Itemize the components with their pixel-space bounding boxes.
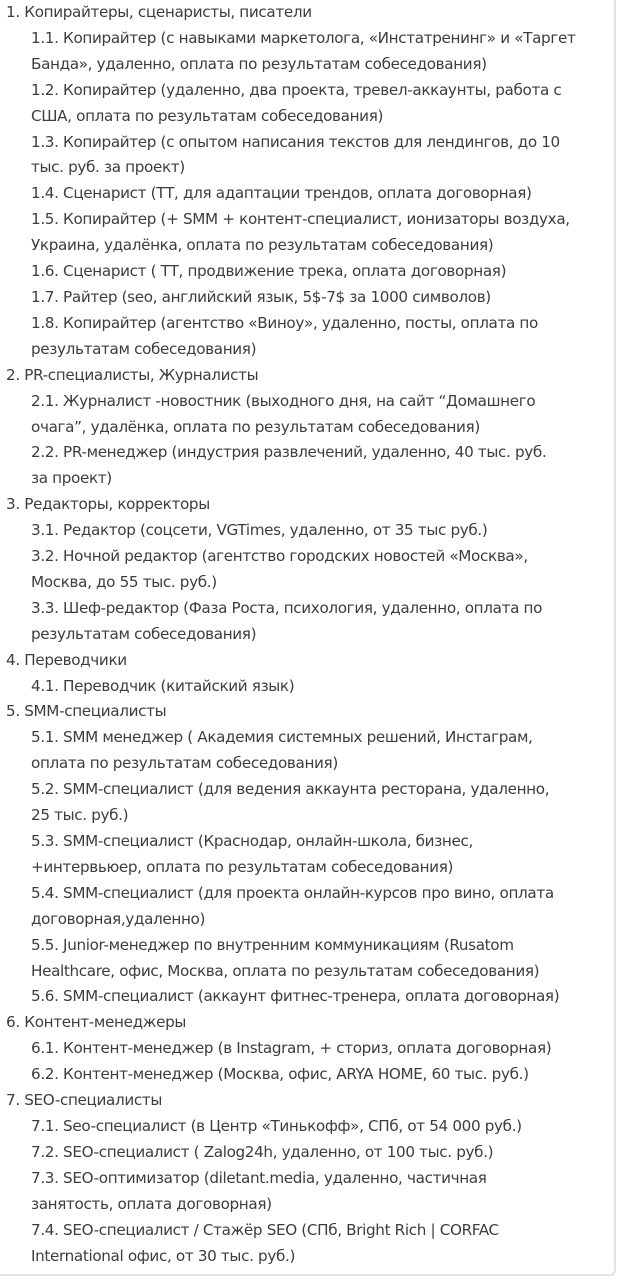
job-item [31, 1114, 610, 1140]
job-item-line: 3.2. Ночной редактор (агентство городских новостей «Москва», [31, 547, 528, 566]
job-item [31, 518, 610, 544]
job-item-line: 2.1. Журналист -новостник (выходного дня, на сайт “Домашнего [31, 391, 536, 410]
job-item-line: Банда», удаленно, оплата по результатам собеседования) [31, 54, 487, 73]
category-items [6, 1114, 610, 1269]
job-categories-list [6, 0, 610, 1269]
job-item [31, 725, 610, 777]
job-item-line: 1.5. Копирайтер (+ SMM + контент-специалист, ионизаторы воздуха, [31, 210, 570, 229]
category-title: 1. Копирайтеры, сценаристы, писатели [6, 3, 312, 21]
job-item-line: 1.6. Сценарист ( ТТ, продвижение трека, оплата договорная) [31, 262, 507, 281]
job-item-line: 1.8. Копирайтер (агентство «Виноу», удаленно, посты, оплата по [31, 313, 538, 332]
job-item [31, 881, 610, 933]
job-item-line: 3.3. Шеф-редактор (Фаза Роста, психология, удаленно, оплата по [31, 598, 543, 617]
category-editors [6, 492, 610, 647]
job-item [31, 130, 610, 182]
job-item-line: 7.4. SEO-специалист / Стажёр SEO (СПб, Bright Rich | CORFAC [31, 1220, 499, 1239]
job-item [31, 285, 610, 311]
job-item-line: договорная,удаленно) [31, 909, 206, 928]
job-item [31, 1062, 610, 1088]
category-title: 4. Переводчики [6, 650, 127, 669]
job-item [31, 544, 610, 596]
category-items [6, 518, 610, 648]
job-item-line: 5.6. SMM-специалист (аккаунт фитнес-тренера, оплата договорная) [31, 987, 560, 1006]
job-item-line: International офис, от 30 тыс. руб.) [31, 1246, 296, 1265]
job-item [31, 181, 610, 207]
job-item-line: 1.7. Райтер (seo, английский язык, 5$-7$ за 1000 символов) [31, 287, 491, 306]
job-item [31, 596, 610, 648]
job-item [31, 389, 610, 441]
job-item [31, 26, 610, 78]
job-item-line: тыс. руб. за проект) [31, 158, 185, 177]
job-item-line: 1.4. Сценарист (ТТ, для адаптации трендов, оплата договорная) [31, 184, 532, 203]
job-item-line: за проект) [31, 469, 112, 488]
job-item-line: 1.3. Копирайтер (с опытом написания текстов для лендингов, до 10 [31, 132, 560, 151]
job-item-line: 5.4. SMM-специалист (для проекта онлайн-курсов про вино, оплата [31, 883, 554, 902]
category-items [6, 389, 610, 493]
job-item-line: 5.5. Junior-менеджер по внутренним коммуникациям (Rusatom [31, 935, 514, 954]
category-title: 3. Редакторы, корректоры [6, 495, 210, 514]
category-title: 6. Контент-менеджеры [6, 1013, 187, 1032]
category-copywriters [6, 0, 610, 363]
category-items [6, 725, 610, 1010]
job-item-line: 5.1. SMM менеджер ( Академия системных решений, Инстаграм, [31, 728, 533, 747]
job-item [31, 1036, 610, 1062]
job-item-line: 6.1. Контент-менеджер (в Instagram, + сториз, оплата договорная) [31, 1039, 552, 1058]
job-item [31, 984, 610, 1010]
job-item-line: 6.2. Контент-менеджер (Москва, офис, ARYA HOME, 60 тыс. руб.) [31, 1065, 529, 1084]
job-item-line: Healthcare, офис, Москва, оплата по результатам собеседования) [31, 961, 540, 980]
job-item-line: 3.1. Редактор (соцсети, VGTimes, удаленно, от 35 тыс руб.) [31, 521, 488, 540]
job-item [31, 311, 610, 363]
job-item [31, 1140, 610, 1166]
job-item-line: 7.3. SEO-оптимизатор (diletant.media, удаленно, частичная [31, 1168, 487, 1187]
job-item-line: 7.2. SEO-специалист ( Zalog24h, удаленно, от 100 тыс. руб.) [31, 1142, 494, 1161]
job-item [31, 440, 610, 492]
job-item [31, 777, 610, 829]
job-item [31, 674, 610, 700]
category-title: 2. PR-специалисты, Журналисты [6, 365, 259, 384]
category-items [6, 1036, 610, 1088]
category-seo [6, 1088, 610, 1269]
category-items [6, 674, 610, 700]
job-item-line: 7.1. Seo-специалист (в Центр «Тинькофф», СПб, от 54 000 руб.) [31, 1116, 522, 1135]
job-item-line: 5.2. SMM-специалист (для ведения аккаунта ресторана, удаленно, [31, 780, 550, 799]
job-item-line: результатам собеседования) [31, 624, 257, 643]
job-item-line: США, оплата по результатам собеседования) [31, 106, 384, 125]
job-item-line: занятость, оплата договорная) [31, 1194, 272, 1213]
job-item-line: 25 тыс. руб.) [31, 806, 129, 825]
category-items [6, 26, 610, 363]
category-translators [6, 648, 610, 700]
job-item-line: оплата по результатам собеседования) [31, 754, 338, 773]
job-item-line: 1.1. Копирайтер (с навыками маркетолога, «Инстатренинг» и «Таргет [31, 28, 576, 47]
category-content-managers [6, 1010, 610, 1088]
job-item [31, 829, 610, 881]
job-item-line: 4.1. Переводчик (китайский язык) [31, 676, 295, 695]
job-item [31, 207, 610, 259]
job-item-line: 1.2. Копирайтер (удаленно, два проекта, тревел-аккаунты, работа с [31, 80, 562, 99]
category-title: 7. SEO-специалисты [6, 1091, 163, 1110]
job-item [31, 1166, 610, 1218]
category-smm [6, 699, 610, 1010]
job-item [31, 78, 610, 130]
job-item-line: очага”, удалёнка, оплата по результатам собеседования) [31, 417, 480, 436]
job-item [31, 1218, 610, 1270]
job-item [31, 933, 610, 985]
category-title: 5. SMM-специалисты [6, 702, 167, 721]
job-item-line: 5.3. SMM-специалист (Краснодар, онлайн-школа, бизнес, [31, 832, 473, 850]
job-item-line: Москва, до 55 тыс. руб.) [31, 572, 217, 591]
job-item-line: 2.2. PR-менеджер (индустрия развлечений, удаленно, 40 тыс. руб. [31, 443, 547, 462]
job-item-line: результатам собеседования) [31, 339, 257, 358]
job-item-line: +интервьюер, оплата по результатам собеседования) [31, 857, 454, 876]
category-pr-journalists [6, 363, 610, 493]
job-item [31, 259, 610, 285]
job-item-line: Украина, удалёнка, оплата по результатам собеседования) [31, 236, 494, 255]
